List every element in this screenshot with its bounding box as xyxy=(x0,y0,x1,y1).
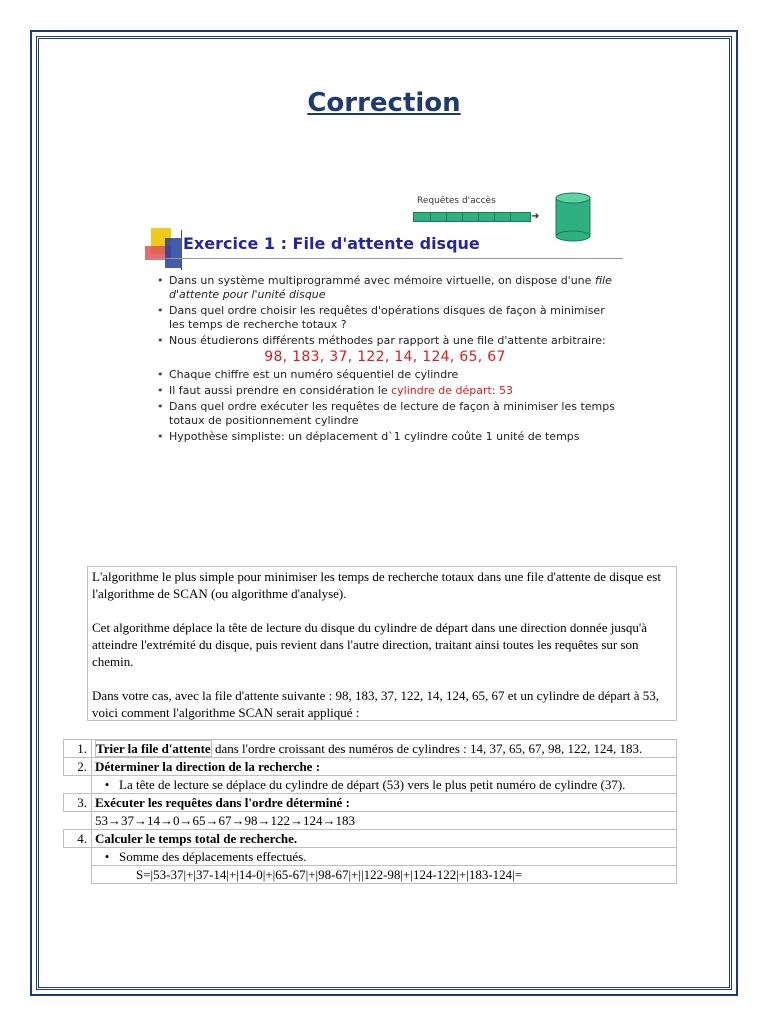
table-row xyxy=(64,848,677,866)
step-number: 2. xyxy=(64,758,92,776)
list-item: • Hypothèse simpliste: un déplacement d`1 cylindre coûte 1 unité de temps xyxy=(153,430,617,444)
paragraph: Cet algorithme déplace la tête de lecture du disque du cylindre de départ dans une direction donnée jusqu'à atteindre l'extrémité du disque, puis revient dans l'autre direction, traitant ainsi toutes les requêtes sur son chemin. xyxy=(92,620,648,669)
table-row xyxy=(64,740,677,758)
step-content: Calculer le temps total de recherche. xyxy=(92,830,677,848)
request-sequence: 98, 183, 37, 122, 14, 124, 65, 67 xyxy=(264,349,506,365)
exercise-title: Exercice 1 : File d'attente disque xyxy=(183,234,480,253)
list-item: • Dans un système multiprogrammé avec mémoire virtuelle, on dispose d'une file d'attente pour l'unité disque xyxy=(153,274,617,302)
list-item: • Dans quel ordre exécuter les requêtes de lecture de façon à minimiser les temps totaux de positionnement cylindre xyxy=(153,400,617,428)
exercise-slide-image xyxy=(143,188,625,498)
step-content: Exécuter les requêtes dans l'ordre déterminé : xyxy=(92,794,677,812)
list-item: • Il faut aussi prendre en considération le cylindre de départ: 53 xyxy=(153,384,617,398)
step-sub-content: • Somme des déplacements effectués. xyxy=(92,848,677,866)
step-number: 1. xyxy=(64,740,92,758)
bullet-icon: • xyxy=(104,777,110,792)
formula: S=|53-37|+|37-14|+|14-0|+|65-67|+|98-67|+||122-98|+|124-122|+|183-124|= xyxy=(92,866,677,884)
page-title: Correction xyxy=(307,88,461,118)
decor-square xyxy=(165,238,181,268)
step-sub-content: • La tête de lecture se déplace du cylindre de départ (53) vers le plus petit numéro de cylindre (37). xyxy=(92,776,677,794)
step-content: Déterminer la direction de la recherche : xyxy=(92,758,677,776)
step-content: Trier la file d'attente dans l'ordre croissant des numéros de cylindres : 14, 37, 65, 67, 98, 122, 124, 183. xyxy=(92,740,677,758)
decor-line xyxy=(181,230,182,270)
list-item: • Dans quel ordre choisir les requêtes d'opérations disques de façon à minimiser les temps de recherche totaux ? xyxy=(153,304,617,332)
queue-label: Requêtes d'accès xyxy=(417,196,496,206)
step-number: 3. xyxy=(64,794,92,812)
step-number: 4. xyxy=(64,830,92,848)
table-row xyxy=(64,758,677,776)
disk-cylinder-icon xyxy=(555,192,591,242)
table-row xyxy=(64,866,677,884)
paragraph: L'algorithme le plus simple pour minimiser les temps de recherche totaux dans une file d'attente de disque est l'algorithme de SCAN (ou algorithme d'analyse). xyxy=(92,569,661,601)
intro-text-box xyxy=(87,566,677,721)
list-item: • Chaque chiffre est un numéro séquentiel de cylindre xyxy=(153,368,617,382)
table-row xyxy=(64,794,677,812)
paragraph: Dans votre cas, avec la file d'attente suivante : 98, 183, 37, 122, 14, 124, 65, 67 et un cylindre de départ à 53, voici comment l'algorithme SCAN serait appliqué : xyxy=(92,688,659,720)
table-row xyxy=(64,812,677,830)
queue-bar xyxy=(413,212,531,222)
decor-line xyxy=(145,258,623,259)
execution-sequence: 53→37→14→0→65→67→98→122→124→183 xyxy=(92,812,677,830)
table-row xyxy=(64,830,677,848)
list-item: • Nous étudierons différents méthodes par rapport à une file d'attente arbitraire: xyxy=(153,334,617,348)
slide-bullets xyxy=(153,274,617,446)
steps-table xyxy=(63,739,677,884)
table-row xyxy=(64,776,677,794)
bullet-icon: • xyxy=(104,849,110,864)
arrow-icon: ➜ xyxy=(531,211,540,222)
